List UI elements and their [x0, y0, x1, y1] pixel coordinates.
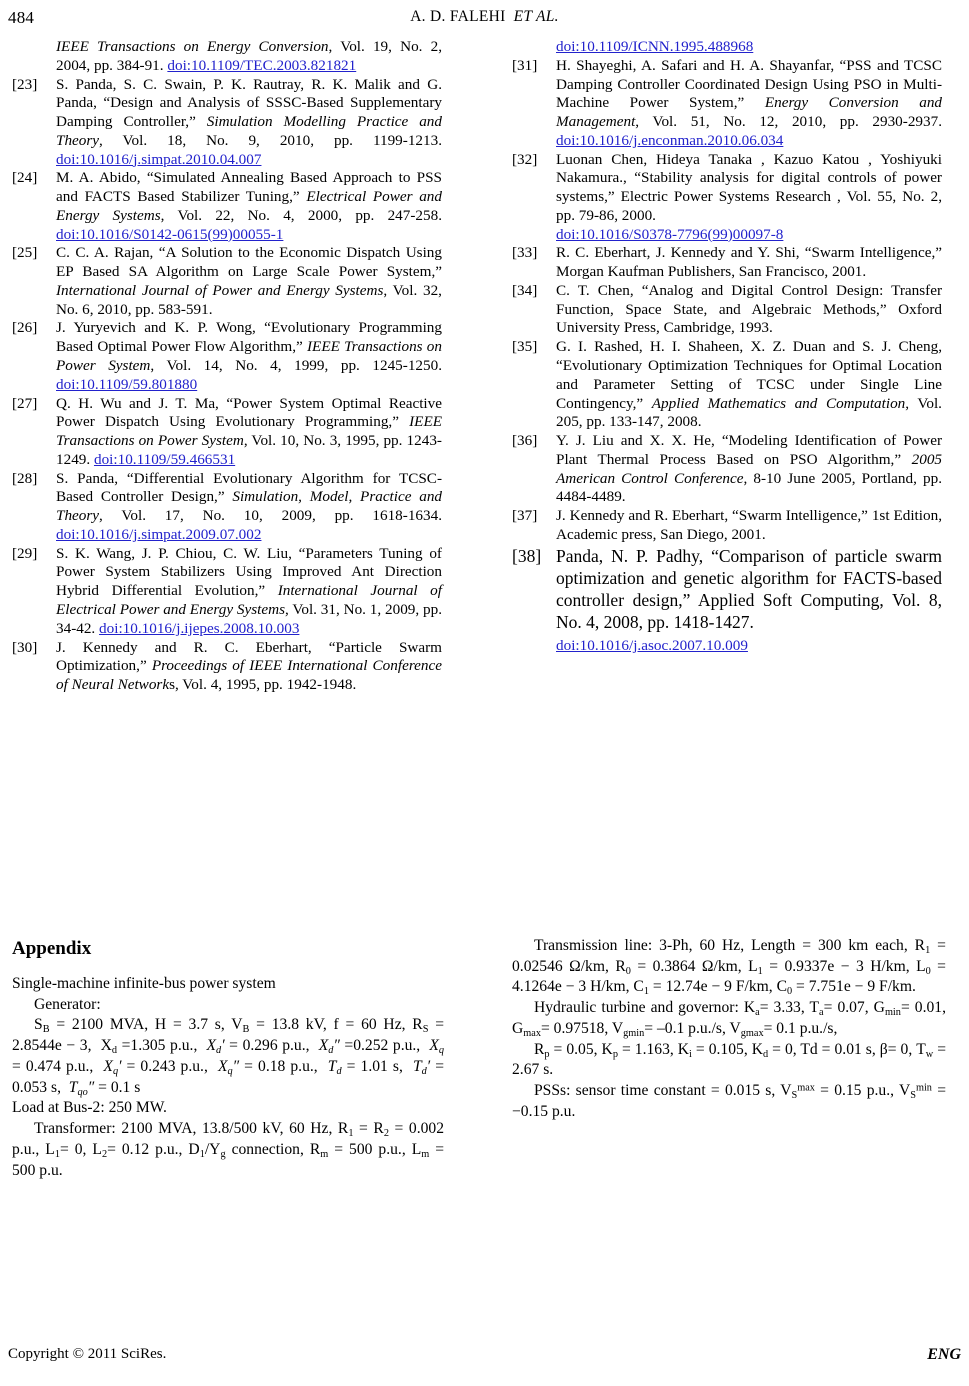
reference-text	[556, 432, 942, 507]
reference-number: [36]	[512, 432, 538, 450]
val-sensor-tc: sensor time constant = 0.015 s	[575, 1082, 772, 1100]
reference-post: , Vol. 31, No. 1, 2009, pp. 34-42.	[56, 600, 442, 637]
appendix-heading: Appendix	[12, 938, 92, 959]
reference-text	[556, 57, 942, 151]
reference-text	[56, 395, 442, 470]
running-title	[0, 8, 969, 26]
load-line: Load at Bus-2: 250 MW.	[12, 1099, 167, 1117]
val-Xq-dprime: 0.18 p.u.	[258, 1057, 314, 1075]
reference-pre: C. T. Chen, “Analog and Digital Control Design: Transfer Function, Space State, and Algebraic Methods,” Oxford University Press, Cambridge, 1993.	[556, 281, 942, 337]
reference-number: [35]	[512, 338, 538, 356]
reference-journal: IEEE Transactions on Power System	[56, 413, 442, 450]
running-head	[0, 8, 969, 32]
reference-journal: Applied Mathematics and Computation	[651, 394, 906, 412]
reference-text	[56, 319, 442, 394]
reference-text	[56, 76, 442, 170]
reference-post: , 8-10 June 2005, Portland, pp. 4484-4489.	[556, 469, 942, 506]
reference-pre: S. K. Wang, J. P. Chiou, C. W. Liu, “Parameters Tuning of Power System Stabilizers Using Improved Ant Direction Hybrid Differential Evolution,”	[56, 544, 442, 600]
reference-item	[512, 338, 942, 432]
val-C1: 12.74e − 9 F/km	[665, 978, 769, 996]
reference-item	[12, 395, 442, 470]
reference-pre: G. I. Rashed, H. I. Shaheen, X. Z. Duan and S. J. Cheng, “Evolutionary Optimization Techniques for Optimal Location and Parameter Setting of TCSC under Single Line Contingency,”	[556, 338, 942, 412]
val-H: 3.7 s	[188, 1016, 221, 1034]
doi-link[interactable]: doi:10.1109/ICNN.1995.488968	[556, 38, 754, 55]
doi-link[interactable]: doi:10.1109/TEC.2003.821821	[167, 56, 357, 74]
reference-text	[56, 244, 442, 319]
val-rating: 2100 MVA	[121, 1120, 193, 1138]
reference-number: [25]	[12, 244, 38, 262]
val-Vgmin: –0.1 p.u./s	[656, 1019, 722, 1037]
governor-gains: $R_p = 0.05$, $K_p = 1.163$, $K_i = 0.105$, $K_d = 0$, Td = 0.01 s, β= 0, $T_w = 2.67$ s.	[512, 1040, 947, 1079]
val-beta: 0	[900, 1040, 909, 1058]
reference-item	[12, 470, 442, 545]
val-Xq: 0.474 p.u.	[25, 1057, 90, 1075]
val-R0: 0.3864 Ω/km	[652, 957, 738, 975]
reference-item	[512, 432, 942, 507]
val-Vsmax: 0.15 p.u.	[834, 1082, 891, 1100]
doi-link[interactable]: doi:10.1016/j.enconman.2010.06.034	[556, 131, 784, 149]
reference-number: [34]	[512, 281, 538, 299]
val-Vgmax: 0.1 p.u./s,	[776, 1019, 838, 1037]
reference-journal: Simulation Modelling Practice and Theory	[56, 113, 442, 149]
reference-journal: Electrical Power and Energy Systems	[56, 188, 442, 224]
val-frequency: 60 Hz	[699, 937, 741, 954]
reference-number: [30]	[12, 638, 38, 656]
pss-parameters: PSSs: sensor time constant = 0.015 s, $V_S^{max} = 0.15$ p.u., $V_S^{min} = -0.15$ p.u.	[512, 1082, 946, 1120]
transformer-parameters: Transformer: 2100 MVA, 13.8/500 kV, 60 Hz, $R_1 = R_2 = 0.002$ p.u., $L_1= 0$, $L_2= 0.12$ p.u., $D_1/Y_g$ connection, $R_m = 500$ p.u., $L_m = 500$ p.u.	[12, 1120, 445, 1179]
val-L2: 0.12 p.u.	[121, 1140, 179, 1158]
doi-link[interactable]: doi:10.1016/j.simpat.2009.07.002	[56, 525, 262, 543]
val-Td: 1.01 s	[360, 1057, 399, 1075]
reference-text	[556, 507, 942, 545]
val-RS: 2.8544e − 3	[12, 1037, 88, 1055]
reference-continuation	[512, 38, 942, 57]
reference-post: s, Vol. 4, 1995, pp. 1942-1948.	[169, 676, 357, 694]
reference-journal: Proceedings of IEEE International Conference of Neural Network	[56, 657, 442, 694]
reference-text	[56, 169, 442, 244]
turbine-governor-parameters: Hydraulic turbine and governor: $K_a= 3.33$, $T_a= 0.07$, $G_{min}= 0.01$, $G_{max}= 0.97518$, $V_{gmin}= -0.1$ p.u./s, $V_{gmax}= 0.1$ p.u./s,	[512, 999, 946, 1039]
reference-post: , Vol. 14, No. 4, 1999, pp. 1245-1250.	[150, 357, 443, 375]
right-column	[512, 38, 942, 655]
val-Lm: 500 p.u.	[12, 1161, 63, 1179]
reference-post: , Vol. 205, pp. 133-147, 2008.	[556, 394, 942, 431]
reference-journal: International Journal of Power and Energy Systems	[56, 281, 384, 299]
reference-number: [37]	[512, 507, 538, 525]
doi-link[interactable]: doi:10.1109/59.801880	[56, 375, 198, 393]
val-Xq-prime: 0.243 p.u.	[140, 1057, 204, 1075]
reference-item	[12, 169, 442, 244]
journal-abbreviation: ENG	[927, 1346, 961, 1363]
val-Td-prime: 0.053 s	[12, 1078, 58, 1096]
val-Ki: 0.105	[708, 1040, 744, 1058]
reference-pre: Panda, N. P. Padhy, “Comparison of particle swarm optimization and genetic algorithm for FACTS-based controller design,” Applied Soft Computing, Vol. 8, No. 4, 2008, pp. 1418-1427.	[556, 545, 942, 632]
reference-text	[556, 151, 942, 245]
transmission-line-parameters: Transmission line: 3-Ph, 60 Hz, Length = 300 km each, $R_1 = 0.02546$ Ω/km, $R_0 = 0.3864$ Ω/km, $L_1 = 0.9337e - 3$ H/km, $L_0 = 4.1264e - 3$ H/km, $C_1 = 12.74e - 9$ F/km, $C_0 = 7.751e - 9$ F/km.	[512, 937, 946, 998]
reference-item	[512, 244, 942, 282]
reference-number: [33]	[512, 244, 538, 262]
transmission-label: Transmission line:	[534, 937, 653, 954]
reference-text	[556, 338, 942, 432]
val-Kd: 0	[784, 1040, 793, 1058]
reference-text	[56, 639, 442, 695]
appendix-right	[512, 936, 946, 1123]
val-Ta: 0.07	[837, 999, 865, 1017]
doi-link[interactable]: doi:10.1109/59.466531	[93, 450, 236, 468]
val-Tw: 2.67 s.	[512, 1061, 554, 1079]
pss-label: PSSs:	[534, 1082, 571, 1100]
reference-pre: C. C. A. Rajan, “A Solution to the Economic Dispatch Using EP Based SA Algorithm on Large Scale Power System,”	[56, 244, 442, 281]
val-SB: 2100 MVA	[71, 1016, 145, 1034]
reference-pre: Q. H. Wu and J. T. Ma, “Power System Optimal Reactive Power Dispatch Using Evolutionary Programming,”	[56, 394, 442, 431]
val-Xd-prime: 0.296 p.u.	[242, 1037, 306, 1055]
val-Gmax: 0.97518	[553, 1019, 605, 1037]
val-VB: 13.8 kV	[271, 1016, 323, 1034]
reference-post: , Vol. 17, No. 10, 2009, pp. 1618-1634.	[99, 507, 442, 525]
reference-item	[12, 76, 442, 170]
val-Rp: 0.05	[566, 1040, 594, 1058]
running-title-authors: A. D. FALEHI	[410, 8, 506, 25]
val-Rm: 500 p.u.	[349, 1140, 402, 1158]
reference-post: , Vol. 32, No. 6, 2010, pp. 583-591.	[56, 281, 442, 318]
reference-continuation	[12, 38, 442, 76]
reference-journal: Energy Conversion and Management	[556, 94, 943, 131]
reference-item	[512, 57, 942, 151]
val-Ka: 3.33	[773, 999, 801, 1017]
reference-number: [26]	[12, 319, 38, 337]
doi-link[interactable]: doi:10.1016/S0142-0615(99)00055-1	[56, 225, 284, 243]
reference-journal: IEEE Transactions on Power System	[56, 338, 442, 375]
val-L1: 0	[74, 1140, 83, 1158]
reference-number: [28]	[12, 469, 38, 487]
reference-pre: J. Yuryevich and K. P. Wong, “Evolutionary Programming Based Optimal Power Flow Algorithm,”	[56, 319, 442, 356]
reference-text	[56, 470, 442, 545]
val-R1R2: 0.002 p.u.	[12, 1120, 445, 1158]
appendix-subtitle: Single-machine infinite-bus power system	[12, 975, 276, 992]
reference-text	[556, 282, 942, 338]
reference-item	[12, 639, 442, 695]
reference-pre: R. C. Eberhart, J. Kennedy and Y. Shi, “Swarm Intelligence,” Morgan Kaufman Publishers, San Francisco, 2001.	[556, 244, 942, 281]
reference-text	[56, 545, 442, 639]
reference-post: , Vol. 22, No. 4, 2000, pp. 247-258.	[160, 206, 442, 224]
val-voltage: 13.8/500 kV	[201, 1120, 280, 1138]
reference-details: , Vol. 19, No. 2, 2004, pp. 384-91.	[56, 38, 443, 74]
reference-post: , Vol. 51, No. 12, 2010, pp. 2930-2937.	[635, 113, 942, 131]
reference-number: [29]	[12, 544, 38, 562]
reference-number: [27]	[12, 394, 38, 412]
page-number: 484	[8, 8, 35, 27]
reference-number: [23]	[12, 75, 38, 93]
turbine-label: Hydraulic turbine and governor:	[534, 999, 739, 1017]
reference-pre: S. Panda, S. C. Swain, P. K. Rautray, R. K. Malik and G. Panda, “Design and Analysis of SSSC-Based Supplementary Damping Controller,”	[56, 75, 442, 131]
reference-journal: IEEE Transactions on Energy Conversion	[56, 38, 329, 55]
reference-text	[556, 545, 942, 655]
val-L1: 0.9337e − 3 H/km	[784, 957, 906, 975]
reference-pre: J. Kennedy and R. C. Eberhart, “Particle Swarm Optimization,”	[56, 638, 442, 675]
transformer-label: Transformer:	[34, 1120, 116, 1138]
val-length: 300 km each	[818, 937, 904, 954]
left-column	[12, 38, 442, 695]
generator-parameters: $S_B = 2100$ MVA, H = 3.7 s, $V_B = 13.8$ kV, f = 60 Hz, $R_S = 2.8544e - 3$, $X_d =1.305$ p.u., $X_d' = 0.296$ p.u., $X_d'' =0.252$ p.u., $X_q = 0.474$ p.u., $X_q' = 0.243$ p.u., $X_q'' = 0.18$ p.u., $T_d = 1.01$ s, $T_d' = 0.053$ s, $T_{qo}'' = 0.1$ s	[12, 1016, 445, 1098]
val-L0: 4.1264e − 3 H/km	[512, 978, 626, 996]
doi-link[interactable]: doi:10.1016/j.ijepes.2008.10.003	[99, 619, 300, 637]
reference-item	[512, 545, 942, 655]
val-frequency: 60 Hz	[289, 1120, 329, 1138]
val-Xd: 1.305 p.u.	[130, 1037, 194, 1055]
reference-post: , Vol. 18, No. 9, 2010, pp. 1199-1213.	[99, 131, 442, 149]
doi-link[interactable]: doi:10.1016/j.simpat.2010.04.007	[56, 150, 262, 168]
val-Kp: 1.163	[634, 1040, 670, 1058]
reference-item	[12, 545, 442, 639]
page-footer	[0, 1346, 969, 1368]
val-C0: 7.751e − 9 F/km.	[808, 978, 916, 996]
val-R1: 0.02546 Ω/km	[512, 957, 605, 975]
val-Xd-dprime: 0.252 p.u.	[353, 1037, 417, 1055]
reference-pre: Luonan Chen, Hideya Tanaka , Kazuo Katou , Yoshiyuki Nakamura., “Stability analysis for digital controls of power systems,” Electric Power Systems Research , Vol. 55, No. 2, pp. 79-86, 2000.	[556, 150, 942, 224]
reference-text	[556, 244, 942, 282]
reference-item	[12, 244, 442, 319]
reference-journal: 2005 American Control Conference	[556, 450, 942, 487]
copyright-text: Copyright © 2011 SciRes.	[8, 1346, 167, 1362]
val-Vsmin: −0.15 p.u.	[512, 1102, 576, 1120]
val-Td: 0.01 s	[834, 1040, 872, 1058]
appendix-left	[12, 938, 444, 1181]
reference-pre: S. Panda, “Differential Evolutionary Algorithm for TCSC-Based Controller Design,”	[56, 469, 442, 506]
val-f: 60 Hz	[361, 1016, 402, 1034]
running-title-etal: ET AL.	[513, 8, 559, 25]
reference-pre: Y. J. Liu and X. X. He, “Modeling Identification of Power Plant Thermal Process Based on PSO Algorithm,”	[556, 432, 942, 468]
reference-number: [24]	[12, 169, 38, 187]
reference-item	[512, 151, 942, 245]
reference-number: [32]	[512, 150, 538, 168]
reference-journal: Simulation, Model, Practice and Theory	[56, 488, 443, 525]
reference-item	[512, 507, 942, 545]
reference-journal: International Journal of Electrical Power and Energy Systems	[56, 582, 442, 618]
reference-pre: M. A. Abido, “Simulated Annealing Based Approach to PSS and FACTS Based Stabilizer Tuning,”	[56, 169, 442, 206]
val-connection: connection	[231, 1140, 300, 1158]
generator-label: Generator:	[34, 995, 101, 1013]
reference-post: , Vol. 10, No. 3, 1995, pp. 1243-1249.	[56, 432, 442, 468]
reference-number: [31]	[512, 56, 538, 74]
val-Gmin: 0.01	[914, 999, 943, 1017]
val-phases: 3-Ph	[659, 937, 689, 954]
doi-link[interactable]: doi:10.1016/S0378-7796(99)00097-8	[556, 225, 784, 243]
reference-item	[12, 319, 442, 394]
doi-link[interactable]: doi:10.1016/j.asoc.2007.10.009	[556, 636, 748, 654]
reference-pre: H. Shayeghi, A. Safari and H. A. Shayanfar, “PSS and TCSC Damping Controller Coordinated Design Using PSO in Multi-Machine Power System,”	[556, 56, 942, 112]
reference-pre: J. Kennedy and R. Eberhart, “Swarm Intelligence,” 1st Edition, Academic press, San Diego, 2001.	[556, 507, 942, 543]
reference-item	[512, 282, 942, 338]
reference-number: [38]	[512, 545, 542, 566]
val-Tqo-dprime: 0.1 s	[110, 1078, 141, 1096]
